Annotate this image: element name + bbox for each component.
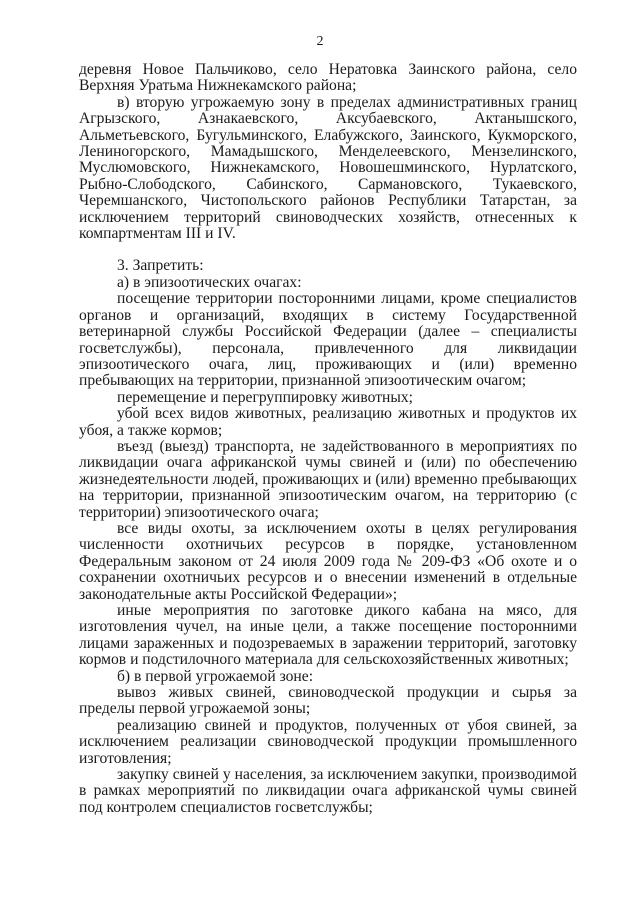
paragraph-visits: посещение территории посторонними лицами, кроме специалистов органов и организаций, входящих в систему Государственной ветеринарной службы Российской Федерации (далее – специалисты госветслужбы), персонала, привлеченного для ликвидации эпизоотического очага, лиц, проживающих и (или) временно пребывающих на территории, признанной эпизоотическим очагом; (79, 290, 577, 390)
section-heading-prohibit: 3. Запретить: (117, 257, 204, 275)
paragraph-slaughter: убой всех видов животных, реализацию животных и продуктов их убоя, а также кормов; (79, 405, 577, 439)
paragraph-purchase: закупку свиней у населения, за исключением закупки, производимой в рамках мероприятий по ликвидации очага африканской чумы свиней под контролем специалистов госветслужбы; (79, 766, 577, 816)
subheading-first-threatened-zone: б) в первой угрожаемой зоне: (117, 667, 314, 685)
document-body (79, 62, 577, 816)
page-number: 2 (316, 34, 324, 49)
subheading-epizootic-foci: а) в эпизоотических очагах: (117, 273, 302, 291)
paragraph-hunting: все виды охоты, за исключением охоты в целях регулирования численности охотничьих ресурсов в порядке, установленном Федеральным законом от 24 июля 2009 года № 209-ФЗ «Об охоте и о сохранении охотничьих ресурсов и о внесении изменений в отдельные законодательные акты Российской Федерации»; (79, 519, 577, 603)
paragraph-village-list: деревня Новое Пальчиково, село Нератовка Заинского района, село Верхняя Уратьма Нижнекамского района; (79, 61, 577, 95)
paragraph-wild-boar: иные мероприятия по заготовке дикого кабана на мясо, для изготовления чучел, на иные цели, а также посещение посторонними лицами зараженных и подозреваемых в заражении территорий, заготовку кормов и подстилочного материала для сельскохозяйственных животных; (79, 602, 577, 669)
paragraph-second-threatened-zone: в) вторую угрожаемую зону в пределах административных границ Агрызского, Азнакаевского, Аксубаевского, Актанышского, Альметьевского, Бугульминского, Елабужского, Заинского, Кукморского, Лениногорского, Мамадышского, Менделеевского, Мензелинского, Муслюмовского, Нижнекамского, Новошешминского, Нурлатского, Рыбно-Слободского, Сабинского, Сармановского, Тукаевского, Черемшанского, Чистопольского районов Республики Татарстан, за исключением территорий свиноводческих хозяйств, отнесенных к компартментам III и IV. (79, 93, 577, 243)
paragraph-export: вывоз живых свиней, свиноводческой продукции и сырья за пределы первой угрожаемой зоны; (79, 684, 577, 718)
paragraph-transport: въезд (выезд) транспорта, не задействованного в мероприятиях по ликвидации очага африканской чумы свиней и (или) по обеспечению жизнедеятельности людей, проживающих и (или) временно пребывающих на территории, признанной эпизоотическим очагом, на территорию (с территории) эпизоотического очага; (79, 437, 577, 521)
paragraph-sale: реализацию свиней и продуктов, полученных от убоя свиней, за исключением реализации свиноводческой продукции промышленного изготовления; (79, 716, 577, 767)
paragraph-animal-movement: перемещение и перегруппировку животных; (117, 388, 413, 406)
